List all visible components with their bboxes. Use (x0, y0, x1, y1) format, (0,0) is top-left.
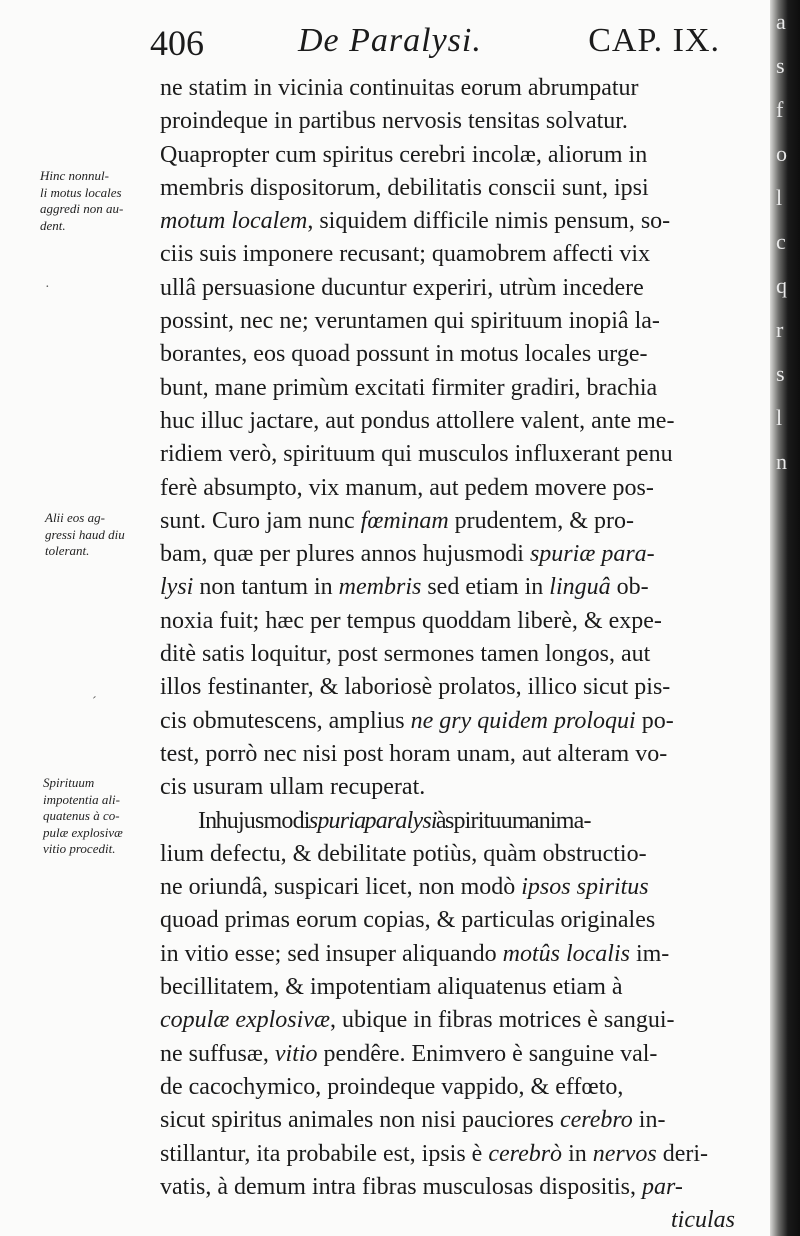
text-line (160, 105, 735, 138)
text-line (160, 139, 735, 172)
text-run: borantes, eos quoad possunt in motus locales urge- (160, 341, 648, 368)
text-line (160, 405, 735, 438)
text-run: deri- (656, 1140, 709, 1167)
italic-phrase: lysi (160, 574, 194, 601)
text-run: im- (629, 940, 670, 967)
text-line (160, 205, 735, 238)
text-run: membris dispositorum, debilitatis conscii sunt, ipsi (160, 174, 649, 201)
italic-phrase: fœminam (360, 507, 449, 534)
text-line (160, 571, 735, 604)
text-line (160, 538, 735, 571)
margin-note-line: li motus locales (40, 184, 122, 200)
text-line (160, 372, 735, 405)
text-line (160, 738, 735, 771)
margin-note-3 (43, 775, 123, 858)
italic-phrase: spuriæ para- (529, 541, 655, 568)
italic-phrase: membris (338, 574, 422, 601)
italic-phrase: ne gry quidem proloqui (410, 707, 636, 734)
text-run: de cacochymico, proindeque vappido, & effœto, (160, 1073, 624, 1100)
text-line (160, 705, 735, 738)
margin-note-line: quatenus à co- (43, 808, 120, 823)
text-line (160, 638, 735, 671)
text-run: ne statim in vicinia continuitas eorum abrumpatur (160, 75, 639, 101)
text-run: becillitatem, & impotentiam aliquatenus etiam à (160, 974, 623, 1001)
text-run: proindeque in partibus nervosis tensitas solvatur. (160, 108, 628, 135)
text-line (160, 671, 735, 704)
text-run: sunt. Curo jam nunc (160, 507, 361, 534)
text-run: stillantur, ita probabile est, ipsis è (160, 1140, 489, 1167)
text-line (160, 605, 735, 638)
text-run: In hujusmodi (198, 807, 309, 834)
italic-phrase: ticulas (671, 1207, 735, 1234)
margin-note-line: Hinc nonnul- (40, 168, 109, 183)
margin-note-line: dent. (40, 217, 66, 233)
text-line (160, 805, 735, 838)
text-run: quoad primas eorum copias, & particulas originales (160, 907, 656, 934)
text-line (160, 472, 735, 505)
italic-phrase: motûs localis (502, 940, 630, 967)
text-line (160, 1138, 735, 1171)
text-run: Quapropter cum spiritus cerebri incolæ, aliorum in (160, 141, 648, 168)
margin-note-line: Alii eos ag- (45, 510, 105, 525)
text-run: à spirituum anima- (436, 807, 591, 834)
text-line (160, 505, 735, 538)
text-run: non tantum in (193, 574, 339, 601)
text-line (160, 1004, 735, 1037)
text-run: in vitio esse; sed insuper aliquando (160, 940, 503, 967)
text-line (160, 771, 735, 804)
italic-phrase: motum localem (160, 208, 308, 235)
text-line (160, 871, 735, 904)
text-line (160, 172, 735, 205)
italic-phrase: linguâ (549, 574, 611, 601)
running-head (150, 18, 720, 66)
italic-phrase: ipsos spiritus (521, 874, 649, 901)
italic-phrase: nervos (592, 1140, 657, 1167)
margin-note-line: gressi haud diu (45, 526, 125, 542)
text-run: po- (635, 707, 674, 734)
text-run: ciis suis imponere recusant; quamobrem affecti vix (160, 241, 651, 268)
text-line (160, 838, 735, 871)
text-run: prudentem, & pro- (448, 507, 634, 534)
text-run: vatis, à demum intra fibras musculosas dispositis, (160, 1173, 642, 1200)
margin-note-1 (40, 168, 123, 234)
body-text (160, 72, 735, 1236)
text-line (160, 272, 735, 305)
text-run: ridiem verò, spirituum qui musculos influxerant penu (160, 441, 673, 468)
text-line (160, 1171, 735, 1204)
text-run: ne oriundâ, suspicari licet, non modò (160, 874, 522, 901)
margin-note-line: impotentia ali- (43, 791, 120, 807)
text-line (160, 1038, 735, 1071)
text-run: illos festinanter, & laboriosè prolatos, illico sicut pis- (160, 674, 671, 701)
facing-page-bleed: a s f o l c q r s l n (776, 9, 787, 474)
text-run: , siquidem difficile nimis pensum, so- (307, 208, 671, 235)
margin-note-line: vitio procedit. (43, 841, 116, 856)
text-run: huc illuc jactare, aut pondus attollere valent, ante me- (160, 407, 675, 434)
text-run: noxia fuit; hæc per tempus quoddam liberè, & expe- (160, 607, 662, 634)
text-line (160, 904, 735, 937)
text-run: pendêre. Enimvero è sanguine val- (317, 1040, 658, 1067)
text-line (160, 238, 735, 271)
text-run: cis usuram ullam recuperat. (160, 774, 426, 801)
text-line (160, 938, 735, 971)
italic-phrase: copulæ explosivæ (160, 1007, 330, 1034)
text-run: in (562, 1140, 593, 1167)
text-run: test, porrò nec nisi post horam unam, aut alteram vo- (160, 740, 668, 767)
italic-phrase: cerebro (559, 1107, 633, 1134)
text-line (160, 971, 735, 1004)
text-line (160, 305, 735, 338)
text-run: sicut spiritus animales non nisi pauciores (160, 1107, 560, 1134)
text-line (160, 1071, 735, 1104)
text-run: , ubique in fibras motrices è sangui- (329, 1007, 675, 1034)
ink-speck: ˊ (92, 695, 97, 710)
text-run: ne suffusæ, (160, 1040, 275, 1067)
margin-note-line: pulæ explosivæ (43, 824, 123, 840)
ink-speck: · (45, 280, 50, 295)
running-title: De Paralysi. (298, 22, 482, 59)
text-line (160, 1104, 735, 1137)
margin-note-2 (45, 510, 125, 560)
text-run: lium defectu, & debilitate potiùs, quàm obstructio- (160, 840, 647, 867)
text-run: sed etiam in (421, 574, 550, 601)
italic-phrase: cerebrò (488, 1140, 563, 1167)
text-run: ullâ persuasione ducuntur experiri, utrùm incedere (160, 274, 644, 301)
margin-note-line: Spirituum (43, 775, 95, 790)
italic-phrase: par- (641, 1173, 683, 1200)
italic-phrase: spuria paralysi (308, 807, 437, 834)
text-line (160, 72, 735, 105)
text-run: bam, quæ per plures annos hujusmodi (160, 541, 530, 568)
italic-phrase: vitio (274, 1040, 318, 1067)
text-run: ditè satis loquitur, post sermones tamen longos, aut (160, 641, 651, 668)
margin-note-line: tolerant. (45, 543, 90, 558)
text-line (160, 338, 735, 371)
text-run: cis obmutescens, amplius (160, 707, 411, 734)
text-line (160, 438, 735, 471)
page-number: 406 (150, 23, 204, 63)
text-run: possint, nec ne; veruntamen qui spirituum inopiâ la- (160, 308, 660, 335)
chapter-label: CAP. IX. (588, 22, 720, 59)
text-run: ferè absumpto, vix manum, aut pedem movere pos- (160, 474, 654, 501)
text-run: ob- (610, 574, 649, 601)
text-run: in- (632, 1107, 666, 1134)
text-run: bunt, mane primùm excitati firmiter gradiri, brachia (160, 374, 658, 401)
margin-note-line: aggredi non au- (40, 201, 124, 216)
text-line (160, 1204, 735, 1236)
